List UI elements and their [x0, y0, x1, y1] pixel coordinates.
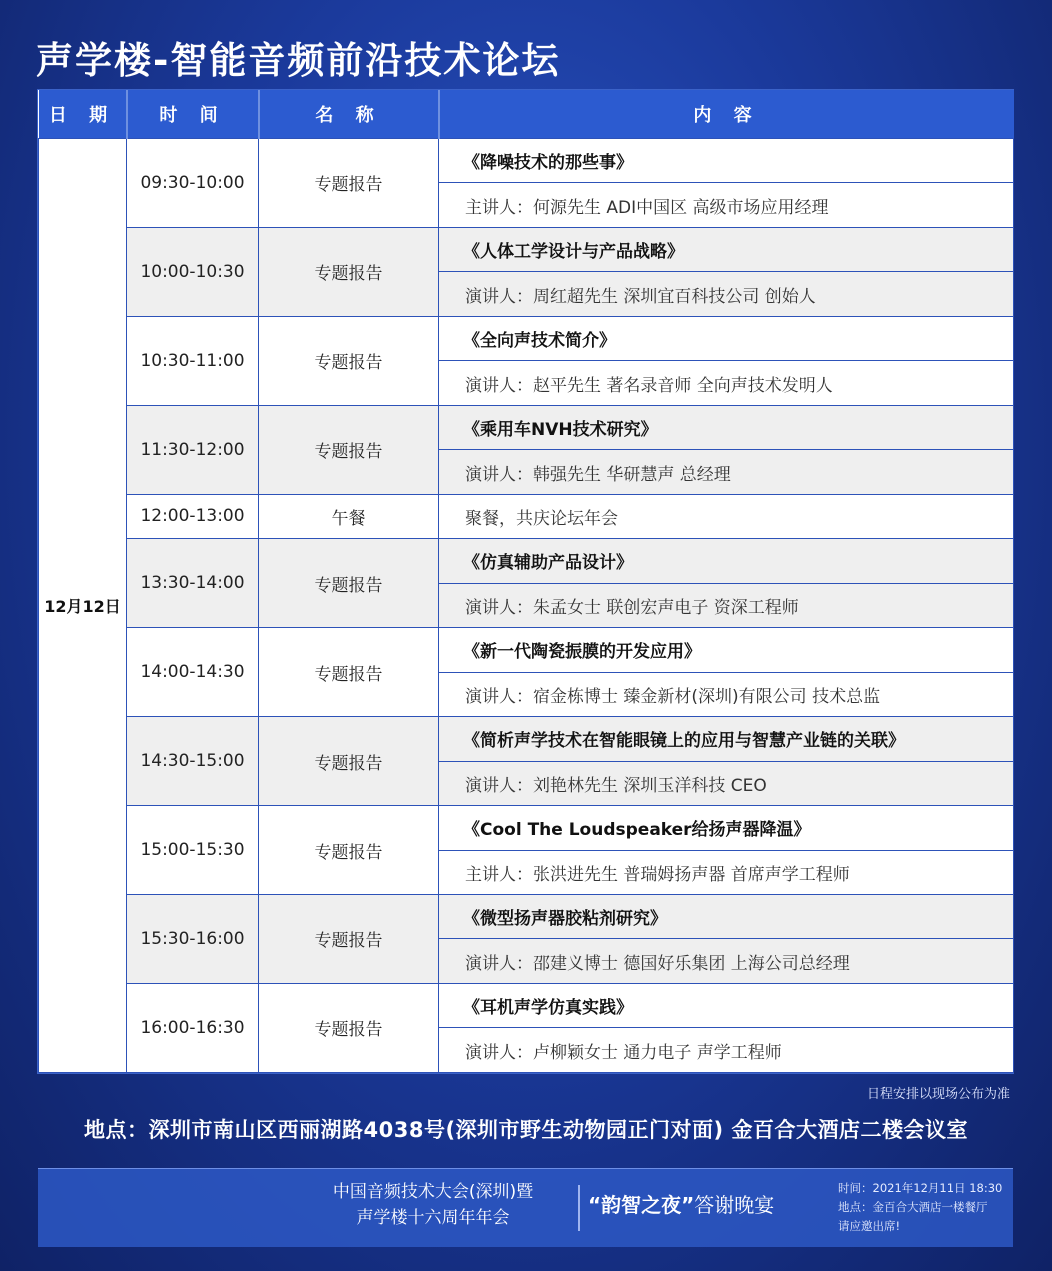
page-title: 声学楼-智能音频前沿技术论坛	[36, 39, 561, 82]
header-time: 时 间	[127, 90, 259, 139]
speaker-cell: 演讲人：周红超先生 深圳宜百科技公司 创始人	[439, 272, 1014, 316]
table-row	[39, 227, 1014, 271]
session-type-cell: 专题报告	[259, 717, 439, 806]
table-row	[39, 316, 1014, 360]
session-type-cell: 专题报告	[259, 894, 439, 983]
time-cell: 09:30-10:00	[127, 139, 259, 228]
session-type-cell: 专题报告	[259, 405, 439, 494]
topic-cell: 《新一代陶瓷振膜的开发应用》	[439, 628, 1014, 672]
banner-divider	[578, 1185, 580, 1231]
schedule-table	[38, 90, 1013, 1073]
header-content: 内 容	[439, 90, 1014, 139]
session-type-cell: 专题报告	[259, 983, 439, 1072]
session-type-cell: 专题报告	[259, 227, 439, 316]
session-type-cell: 专题报告	[259, 139, 439, 228]
time-cell: 16:00-16:30	[127, 983, 259, 1072]
session-type-cell: 午餐	[259, 494, 439, 538]
speaker-cell: 演讲人：朱孟女士 联创宏声电子 资深工程师	[439, 583, 1014, 627]
topic-cell: 《全向声技术简介》	[439, 316, 1014, 360]
speaker-cell: 主讲人：何源先生 ADI中国区 高级市场应用经理	[439, 183, 1014, 227]
topic-cell: 《降噪技术的那些事》	[439, 139, 1014, 183]
session-type-cell: 专题报告	[259, 539, 439, 628]
topic-cell: 《微型扬声器胶粘剂研究》	[439, 894, 1014, 938]
conference-line-1: 中国音频技术大会(深圳)暨	[332, 1182, 534, 1202]
venue-text: 地点：深圳市南山区西丽湖路4038号(深圳市野生动物园正门对面) 金百合大酒店二楼会议室	[84, 1118, 968, 1142]
dinner-location: 地点：金百合大酒店一楼餐厅	[838, 1200, 988, 1214]
table-row	[39, 806, 1014, 850]
topic-cell: 《乘用车NVH技术研究》	[439, 405, 1014, 449]
table-row	[39, 717, 1014, 761]
date-cell: 12月12日	[39, 139, 127, 1073]
speaker-cell: 演讲人：邵建义博士 德国好乐集团 上海公司总经理	[439, 939, 1014, 983]
speaker-cell: 演讲人：赵平先生 著名录音师 全向声技术发明人	[439, 361, 1014, 405]
table-row	[39, 539, 1014, 583]
table-row	[39, 494, 1014, 538]
topic-cell: 《简析声学技术在智能眼镜上的应用与智慧产业链的关联》	[439, 717, 1014, 761]
header-date: 日 期	[39, 90, 127, 139]
time-cell: 15:00-15:30	[127, 806, 259, 895]
dinner-banner	[38, 1168, 1013, 1247]
conference-line-2: 声学楼十六周年年会	[356, 1208, 510, 1228]
time-cell: 14:00-14:30	[127, 628, 259, 717]
table-row	[39, 894, 1014, 938]
time-cell: 13:30-14:00	[127, 539, 259, 628]
session-type-cell: 专题报告	[259, 806, 439, 895]
topic-cell: 《耳机声学仿真实践》	[439, 983, 1014, 1027]
table-row	[39, 139, 1014, 183]
topic-cell: 《人体工学设计与产品战略》	[439, 227, 1014, 271]
dinner-details	[838, 1179, 1002, 1236]
time-cell: 14:30-15:00	[127, 717, 259, 806]
table-row	[39, 983, 1014, 1027]
session-type-cell: 专题报告	[259, 316, 439, 405]
dinner-rest: 答谢晚宴	[694, 1193, 775, 1217]
time-cell: 10:30-11:00	[127, 316, 259, 405]
dinner-time: 时间：2021年12月11日 18:30	[838, 1181, 1003, 1195]
time-cell: 12:00-13:00	[127, 494, 259, 538]
topic-cell: 《仿真辅助产品设计》	[439, 539, 1014, 583]
conference-name	[288, 1179, 578, 1231]
speaker-cell: 演讲人：宿金栋博士 臻金新材(深圳)有限公司 技术总监	[439, 672, 1014, 716]
schedule-note: 日程安排以现场公布为准	[866, 1087, 1010, 1102]
table-row	[39, 628, 1014, 672]
speaker-cell: 演讲人：韩强先生 华研慧声 总经理	[439, 450, 1014, 494]
speaker-cell: 演讲人：刘艳林先生 深圳玉洋科技 CEO	[439, 761, 1014, 805]
time-cell: 10:00-10:30	[127, 227, 259, 316]
time-cell: 15:30-16:00	[127, 894, 259, 983]
dinner-title	[588, 1189, 774, 1218]
header-name: 名 称	[259, 90, 439, 139]
speaker-cell: 演讲人：卢柳颖女士 通力电子 声学工程师	[439, 1028, 1014, 1073]
dinner-quote: “韵智之夜”	[588, 1193, 695, 1217]
table-header-row	[39, 90, 1014, 139]
topic-cell: 《Cool The Loudspeaker给扬声器降温》	[439, 806, 1014, 850]
content-cell: 聚餐，共庆论坛年会	[439, 494, 1014, 538]
time-cell: 11:30-12:00	[127, 405, 259, 494]
dinner-invite: 请应邀出席!	[838, 1219, 901, 1233]
session-type-cell: 专题报告	[259, 628, 439, 717]
table-row	[39, 405, 1014, 449]
speaker-cell: 主讲人：张洪进先生 普瑞姆扬声器 首席声学工程师	[439, 850, 1014, 894]
